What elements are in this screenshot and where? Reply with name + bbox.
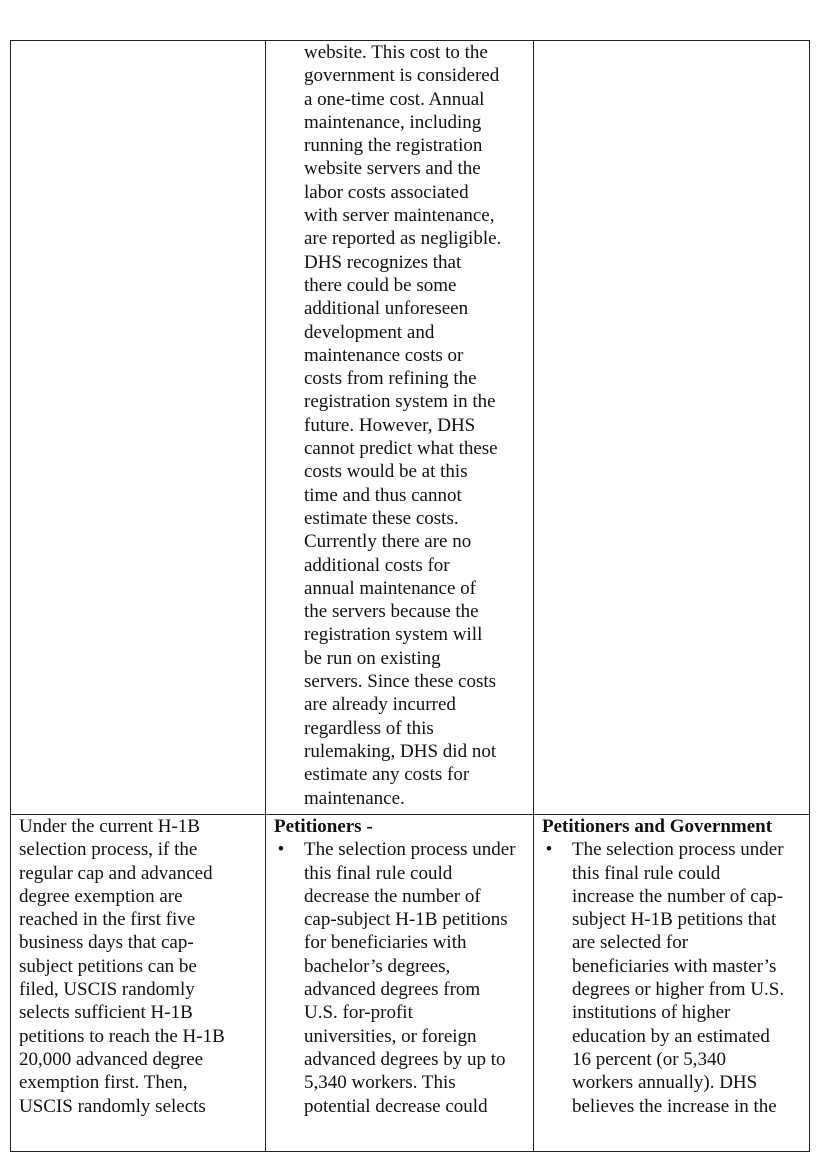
- row2-col3-bullet-item: [542, 838, 801, 1118]
- row2-col3-cell: [534, 815, 810, 1152]
- text-line: advanced degrees by up to: [304, 1048, 506, 1070]
- text-line: cannot predict what these: [304, 438, 498, 460]
- text-line: business days that cap-: [19, 932, 194, 954]
- text-line: decrease the number of: [304, 885, 481, 907]
- text-line: estimate these costs.: [304, 507, 459, 529]
- row2-col3-bullet-text: [572, 838, 801, 1118]
- text-line: The selection process under: [572, 839, 784, 861]
- text-line: website servers and the: [304, 158, 481, 180]
- text-line: institutions of higher: [572, 1002, 731, 1024]
- text-line: running the registration: [304, 135, 483, 157]
- text-line: universities, or foreign: [304, 1025, 477, 1047]
- table-row: [11, 815, 810, 1152]
- text-line: government is considered: [304, 65, 500, 87]
- text-line: education by an estimated: [572, 1025, 770, 1047]
- text-line: degrees or higher from U.S.: [572, 979, 785, 1001]
- row1-col2-cell: [266, 41, 534, 815]
- text-line: filed, USCIS randomly: [19, 979, 195, 1001]
- text-line: rulemaking, DHS did not: [304, 740, 497, 762]
- row1-col2-text: [304, 41, 525, 810]
- text-line: regular cap and advanced: [19, 862, 213, 884]
- text-line: 5,340 workers. This: [304, 1072, 456, 1094]
- text-line: with server maintenance,: [304, 205, 495, 227]
- row2-col2-cell: [266, 815, 534, 1152]
- text-line: estimate any costs for: [304, 764, 470, 786]
- text-line: time and thus cannot: [304, 484, 462, 506]
- text-line: exemption first. Then,: [19, 1072, 188, 1094]
- text-line: a one-time cost. Annual: [304, 88, 485, 110]
- text-line: DHS recognizes that: [304, 251, 462, 273]
- text-line: advanced degrees from: [304, 979, 481, 1001]
- text-line: this final rule could: [572, 862, 721, 884]
- text-line: The selection process under: [304, 839, 516, 861]
- text-line: regardless of this: [304, 717, 434, 739]
- text-line: are reported as negligible.: [304, 228, 502, 250]
- row2-col2-bullet-text: [304, 838, 525, 1118]
- text-line: servers. Since these costs: [304, 671, 497, 693]
- text-line: maintenance.: [304, 787, 405, 809]
- row1-col1-cell: [11, 41, 266, 815]
- text-line: 20,000 advanced degree: [19, 1048, 204, 1070]
- text-line: reached in the first five: [19, 909, 196, 931]
- text-line: bachelor’s degrees,: [304, 955, 451, 977]
- text-line: be run on existing: [304, 647, 441, 669]
- text-line: future. However, DHS: [304, 414, 476, 436]
- text-line: subject petitions can be: [19, 955, 197, 977]
- petitioners-header: Petitioners -: [274, 816, 373, 837]
- text-line: additional unforeseen: [304, 298, 469, 320]
- text-line: U.S. for-profit: [304, 1002, 413, 1024]
- text-line: for beneficiaries with: [304, 932, 467, 954]
- row1-col3-cell: [534, 41, 810, 815]
- text-line: are already incurred: [304, 694, 456, 716]
- text-line: maintenance, including: [304, 111, 482, 133]
- text-line: this final rule could: [304, 862, 453, 884]
- text-line: USCIS randomly selects: [19, 1095, 206, 1117]
- text-line: Under the current H-1B: [19, 816, 200, 837]
- row2-col2-bullet-item: [274, 838, 525, 1118]
- text-line: website. This cost to the: [304, 42, 488, 63]
- text-line: beneficiaries with master’s: [572, 955, 777, 977]
- text-line: maintenance costs or: [304, 344, 464, 366]
- text-line: development and: [304, 321, 435, 343]
- text-line: annual maintenance of: [304, 577, 476, 599]
- text-line: costs would be at this: [304, 461, 468, 483]
- text-line: subject H-1B petitions that: [572, 909, 777, 931]
- row2-col1-cell: [11, 815, 266, 1152]
- text-line: there could be some: [304, 274, 457, 296]
- text-line: degree exemption are: [19, 885, 183, 907]
- text-line: potential decrease could: [304, 1095, 488, 1117]
- text-line: selects sufficient H-1B: [19, 1002, 193, 1024]
- text-line: believes the increase in the: [572, 1095, 777, 1117]
- text-line: are selected for: [572, 932, 689, 954]
- bullet-icon: •: [277, 839, 285, 861]
- text-line: cap-subject H-1B petitions: [304, 909, 508, 931]
- text-line: labor costs associated: [304, 181, 469, 203]
- text-line: costs from refining the: [304, 368, 477, 390]
- table-row: [11, 41, 810, 815]
- row2-col1-text: [19, 815, 257, 1118]
- text-line: registration system in the: [304, 391, 496, 413]
- petitioners-government-header: Petitioners and Government: [542, 816, 773, 837]
- text-line: Currently there are no: [304, 531, 472, 553]
- text-line: increase the number of cap-: [572, 885, 784, 907]
- text-line: additional costs for: [304, 554, 450, 576]
- text-line: 16 percent (or 5,340: [572, 1048, 727, 1070]
- text-line: the servers because the: [304, 601, 479, 623]
- text-line: petitions to reach the H-1B: [19, 1025, 225, 1047]
- cost-benefit-table: [10, 40, 810, 1152]
- bullet-icon: •: [545, 839, 553, 861]
- text-line: selection process, if the: [19, 839, 198, 861]
- text-line: registration system will: [304, 624, 483, 646]
- text-line: workers annually). DHS: [572, 1072, 758, 1094]
